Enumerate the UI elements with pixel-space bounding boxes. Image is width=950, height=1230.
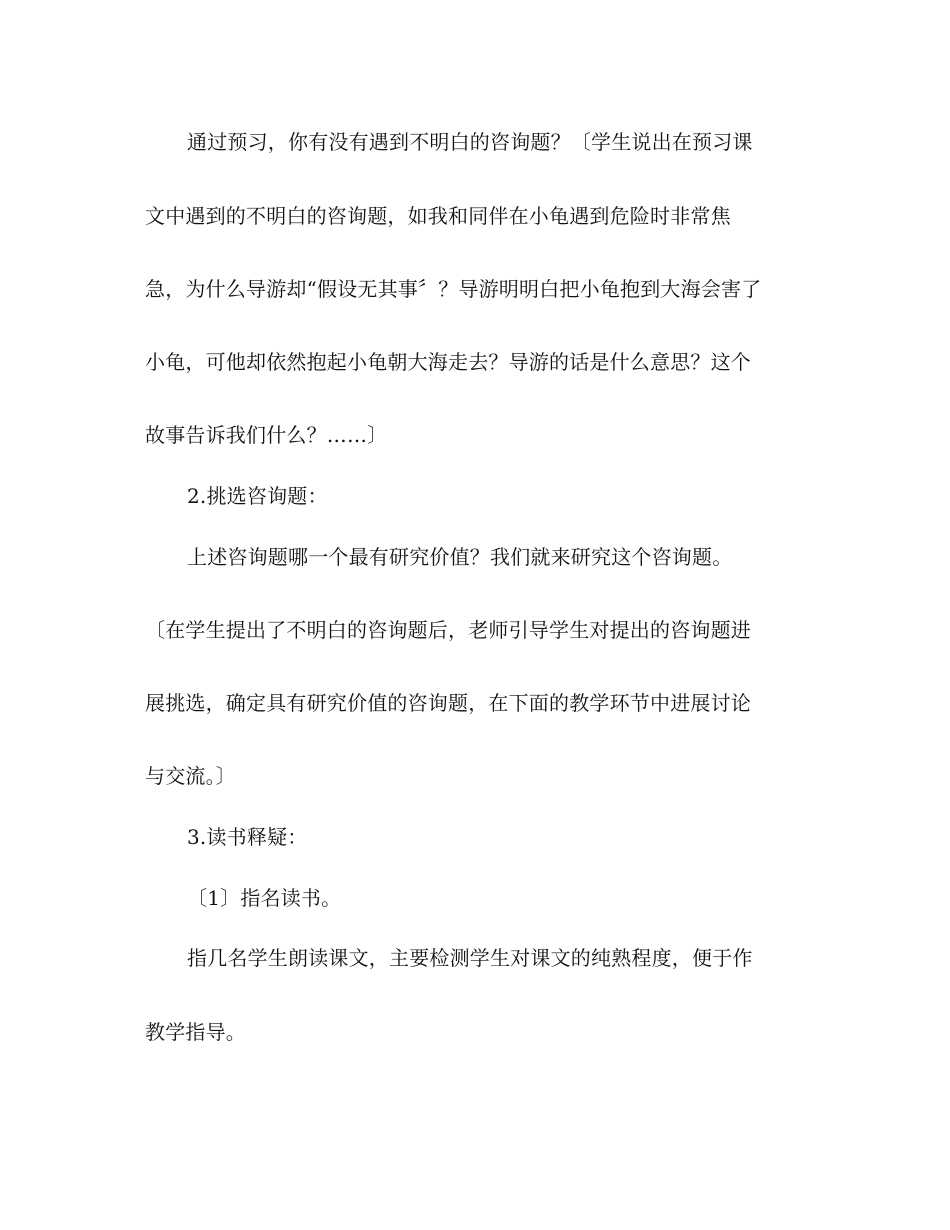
section-heading-2: 2.挑选咨询题：: [187, 484, 328, 508]
paragraph-line-13: 指几名学生朗读课文，主要检测学生对课文的纯熟程度，便于作: [187, 946, 753, 970]
paragraph-line-2: 文中遇到的不明白的咨询题，如我和同伴在小龟遇到危险时非常焦: [145, 204, 731, 228]
paragraph-line-4: 小龟，可他却依然抱起小龟朝大海走去？导游的话是什么意思？这个: [145, 350, 751, 374]
paragraph-line-14: 教学指导。: [145, 1020, 246, 1044]
paragraph-line-10: 与交流。〕: [145, 764, 236, 788]
paragraph-line-8: 〔在学生提出了不明白的咨询题后，老师引导学生对提出的咨询题进: [145, 618, 751, 642]
subsection-heading-1: 〔1〕指名读书。: [187, 886, 342, 910]
section-heading-3: 3.读书释疑：: [187, 825, 308, 849]
paragraph-line-3: 急，为什么导游却“假设无其事〞？导游明明白把小龟抱到大海会害了: [145, 277, 762, 301]
paragraph-line-7: 上述咨询题哪一个最有研究价值？我们就来研究这个咨询题。: [187, 545, 733, 569]
paragraph-line-1: 通过预习，你有没有遇到不明白的咨询题？〔学生说出在预习课: [187, 130, 753, 154]
paragraph-line-5: 故事告诉我们什么？……〕: [145, 423, 388, 447]
paragraph-line-9: 展挑选，确定具有研究价值的咨询题，在下面的教学环节中进展讨论: [145, 691, 751, 715]
